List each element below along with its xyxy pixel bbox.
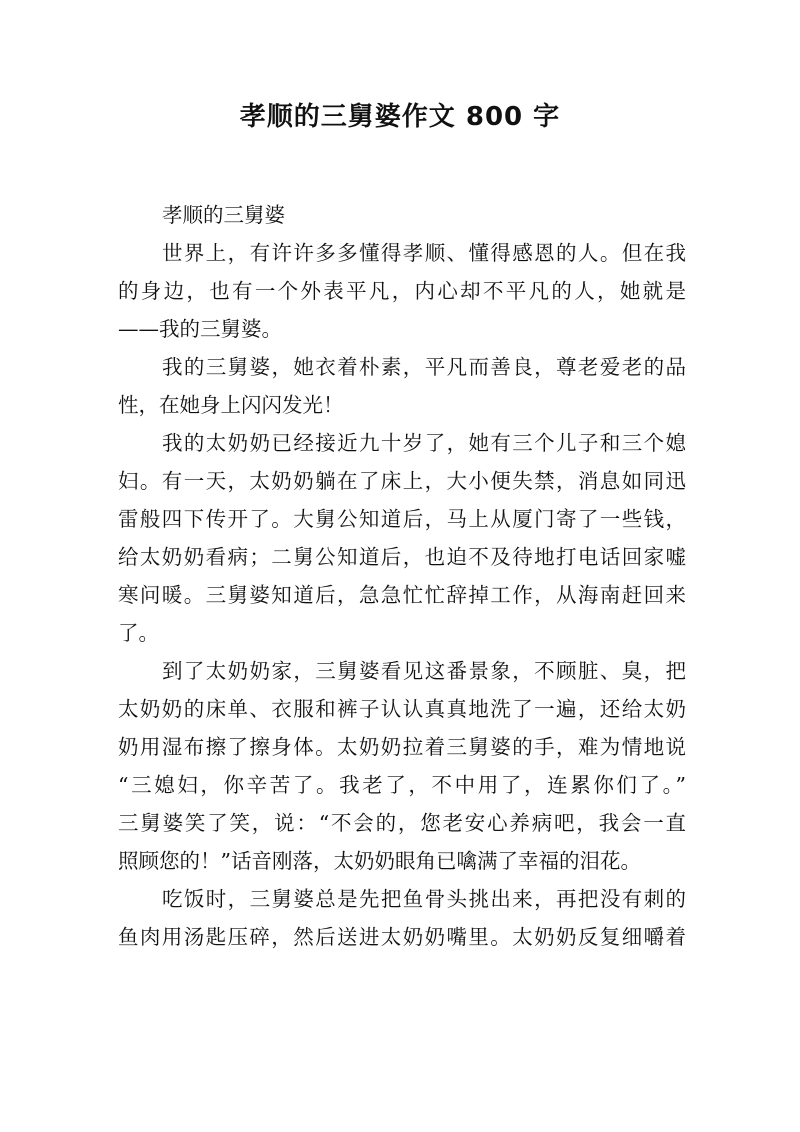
paragraph-line: 的身边，也有一个外表平凡，内心却不平凡的人，她就是	[118, 279, 686, 303]
paragraph-line: 太奶奶的床单、衣服和裤子认认真真地洗了一遍，还给太奶	[118, 697, 686, 721]
paragraph-line: 我的太奶奶已经接近九十岁了，她有三个儿子和三个媳	[162, 431, 686, 455]
paragraph-line: 寒问暖。三舅婆知道后，急急忙忙辞掉工作，从海南赶回来	[118, 583, 686, 607]
paragraph-line: 奶用湿布擦了擦身体。太奶奶拉着三舅婆的手，难为情地说	[118, 735, 686, 759]
paragraph-line: 了。	[118, 621, 159, 645]
paragraph-line: ——我的三舅婆。	[118, 317, 282, 341]
paragraph-line: 吃饭时，三舅婆总是先把鱼骨头挑出来，再把没有刺的	[162, 887, 686, 911]
essay-body	[118, 196, 686, 956]
paragraph	[118, 652, 686, 880]
paragraph-line: 孝顺的三舅婆	[162, 203, 285, 227]
paragraph-line: “三媳妇，你辛苦了。我老了，不中用了，连累你们了。”	[118, 773, 686, 797]
paragraph-line: 给太奶奶看病；二舅公知道后，也迫不及待地打电话回家嘘	[118, 545, 686, 569]
paragraph-line: 到了太奶奶家，三舅婆看见这番景象，不顾脏、臭，把	[162, 659, 686, 683]
paragraph	[118, 196, 686, 234]
paragraph	[118, 234, 686, 348]
page-title: 孝顺的三舅婆作文 800 字	[239, 102, 561, 132]
paragraph-line: 妇。有一天，太奶奶躺在了床上，大小便失禁，消息如同迅	[118, 469, 686, 493]
paragraph-line: 照顾您的！”话音刚落，太奶奶眼角已噙满了幸福的泪花。	[118, 849, 641, 873]
paragraph-line: 性，在她身上闪闪发光！	[118, 393, 344, 417]
paragraph-line: 鱼肉用汤匙压碎，然后送进太奶奶嘴里。太奶奶反复细嚼着	[118, 925, 686, 949]
paragraph-line: 世界上，有许许多多懂得孝顺、懂得感恩的人。但在我	[162, 241, 686, 265]
paragraph-line: 雷般四下传开了。大舅公知道后，马上从厦门寄了一些钱，	[118, 507, 686, 531]
paragraph-line: 我的三舅婆，她衣着朴素，平凡而善良，尊老爱老的品	[162, 355, 686, 379]
paragraph-line: 三舅婆笑了笑，说：“不会的，您老安心养病吧，我会一直	[118, 811, 686, 835]
paragraph	[118, 880, 686, 956]
paragraph	[118, 348, 686, 424]
paragraph	[118, 424, 686, 652]
